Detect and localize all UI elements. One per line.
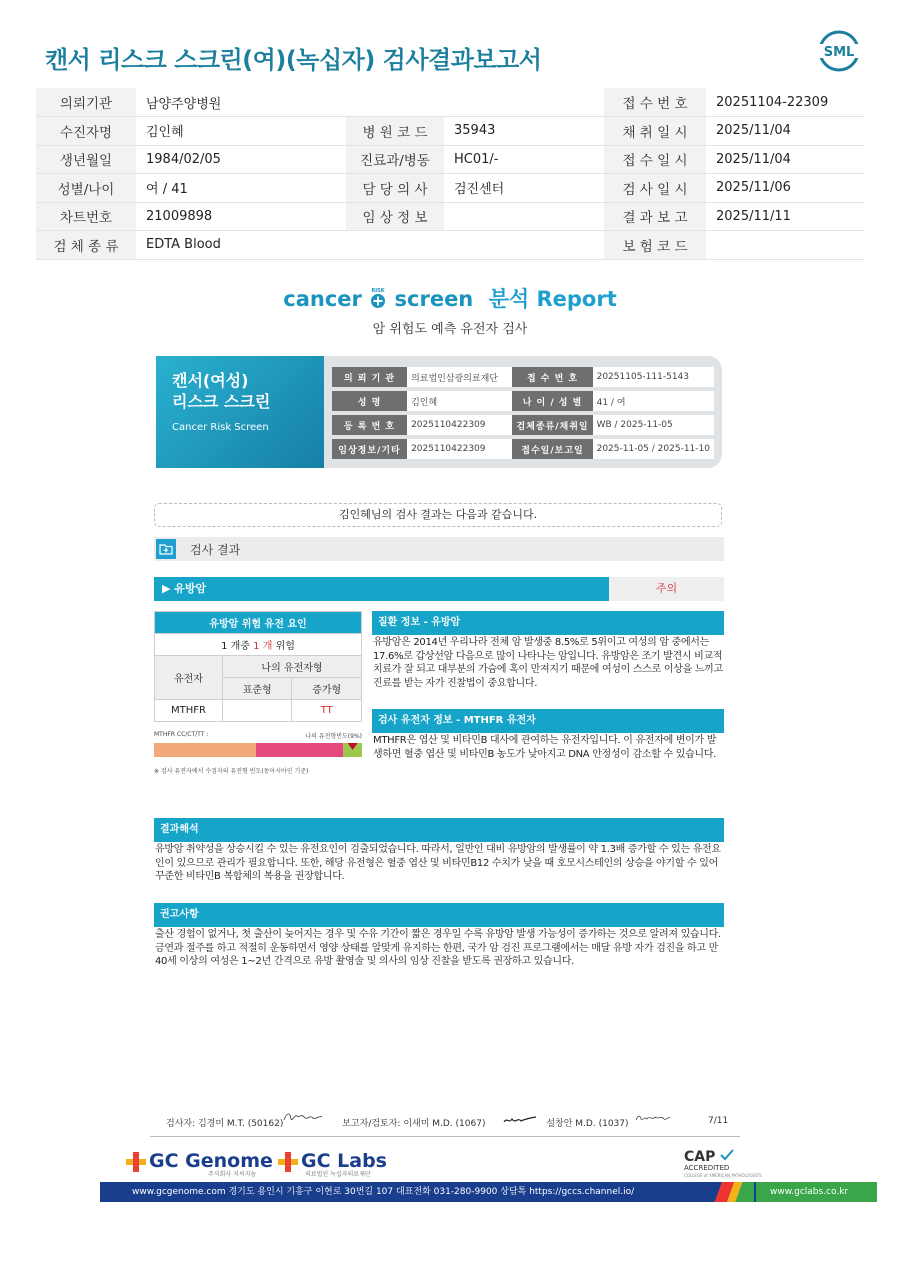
card-value: 2025110422309 [407, 415, 512, 435]
info-label: 차트번호 [36, 202, 136, 231]
card-label: 의 뢰 기 관 [332, 367, 407, 387]
freq-segment-ct [256, 743, 343, 757]
interpretation-text: 유방암 취약성을 상승시킬 수 있는 유전요인이 검출되었습니다. 따라서, 일반인 대비 유방암의 발생률이 약 1.3배 증가할 수 있는 유전요인이 있으므로 관리가 필요합니다. 또한, 해당 유전형은 혈중 엽산 및 비타민B12 수치가 낮을 때 호모시스테인의 상승을 야기할 수 있어 꾸준한 비타민B 복합체의 복용을 권장합니다. [155, 844, 721, 882]
brand-suffix: 분석 Report [488, 287, 617, 311]
info-label: 진료과/병동 [346, 145, 444, 174]
info-value: 2025/11/04 [706, 117, 864, 146]
info-value: 1984/02/05 [136, 145, 346, 174]
info-label [346, 231, 444, 260]
gc-cross-icon [278, 1152, 298, 1172]
examiner: 검사자: 김경미 M.T. (50162) [166, 1119, 284, 1129]
info-value: 여 / 41 [136, 174, 346, 203]
info-label: 병 원 코 드 [346, 117, 444, 146]
footer-bar [100, 1182, 849, 1202]
info-label: 성별/나이 [36, 174, 136, 203]
freq-segment-cc [154, 743, 256, 757]
examiner-signature [283, 1110, 323, 1124]
status-badge: 주의 [609, 577, 724, 601]
card-label: 접 수 번 호 [512, 367, 592, 387]
brand-risk: RISK [371, 288, 385, 294]
patient-info-table [36, 88, 864, 260]
info-label: 담 당 의 사 [346, 174, 444, 203]
sml-logo [818, 30, 860, 72]
genotype-frequency-bar [154, 743, 362, 757]
info-value [444, 202, 604, 231]
brand-screen: screen [394, 287, 474, 311]
greeting-text: 김인혜님의 검사 결과는 다음과 같습니다. [154, 503, 722, 527]
card-label: 검체종류/채취일 [512, 415, 592, 435]
info-label [346, 88, 444, 117]
risk-count-value: 1 개 [253, 641, 273, 652]
info-value: 20251104-22309 [706, 88, 864, 117]
info-value: HC01/- [444, 145, 604, 174]
card-label: 임상정보/기타 [332, 439, 407, 459]
card-value: 2025110422309 [407, 439, 512, 459]
interpretation-header: 결과해석 [154, 818, 724, 842]
footer-stripe [712, 1182, 754, 1202]
info-row [36, 117, 864, 146]
card-title-panel [156, 356, 324, 468]
col-genotype: 나의 유전자형 [223, 656, 362, 678]
freq-label-left: MTHFR CC/CT/TT : [154, 731, 209, 738]
page-title: 캔서 리스크 스크린(여)(녹십자) 검사결과보고서 [45, 46, 542, 74]
gc-cross-icon [126, 1152, 146, 1172]
card-title-en: Cancer Risk Screen [172, 422, 269, 433]
signers-line [166, 1116, 637, 1129]
freq-labels [154, 731, 362, 738]
card-value: WB / 2025-11-05 [593, 415, 714, 435]
disease-info-text: 유방암은 2014년 우리나라 전체 암 발생중 8.5%로 5위이고 여성의 암 중에서는 17.6%로 갑상선암 다음으로 많이 나타나는 암입니다. 유방암은 조기 발견시 비교적 치료가 잘 되고 대부분의 가슴에 혹이 만져지기 때문에 여성이 스스로 이상을 느끼고 진료를 받는 자가 진찰법이 중요합니다. [373, 637, 723, 689]
cancer-risk-screen-logo [0, 283, 900, 313]
col-normal: 표준형 [223, 678, 292, 700]
card-value: 41 / 여 [593, 391, 714, 411]
gene-info-text: MTHFR은 엽산 및 비타민B 대사에 관여하는 유전자입니다. 이 유전자에 변이가 발생하면 혈중 엽산 및 비타민B 농도가 낮아지고 DNA 안정성이 감소할 수 있습니다. [373, 735, 717, 760]
gene-name: MTHFR [155, 700, 223, 722]
freq-note: ※ 검사 유전자에서 수검자의 유전형 빈도(동아시아인 기준) [154, 768, 309, 775]
footer-divider [150, 1136, 740, 1137]
sml-logo-text: SML [823, 45, 855, 60]
card-row [332, 367, 714, 387]
reporter-signature [503, 1115, 537, 1125]
info-label: 검 체 종 류 [36, 231, 136, 260]
gene-risk-table [154, 611, 362, 722]
info-value: 2025/11/11 [706, 202, 864, 231]
page-number: 7/11 [708, 1116, 729, 1126]
report-subtitle: 암 위험도 예측 유전자 검사 [372, 322, 528, 337]
folder-plus-icon [156, 539, 176, 559]
card-row [332, 415, 714, 435]
result-title: 검사 결과 [190, 543, 241, 557]
info-label: 의뢰기관 [36, 88, 136, 117]
card-info-grid [332, 363, 714, 463]
card-value: 20251105-111-5143 [593, 367, 714, 387]
info-label: 결 과 보 고 [604, 202, 706, 231]
card-label: 등 록 번 호 [332, 415, 407, 435]
card-row [332, 391, 714, 411]
cap-accredited: ACCREDITED [684, 1164, 730, 1172]
risk-plus-icon [369, 287, 387, 309]
col-increased: 증가형 [292, 678, 362, 700]
info-value: EDTA Blood [136, 231, 346, 260]
card-label: 성 명 [332, 391, 407, 411]
gc-labs-name: GC Labs [301, 1150, 387, 1172]
col-gene: 유전자 [155, 656, 223, 700]
info-label: 생년월일 [36, 145, 136, 174]
info-label: 임 상 정 보 [346, 202, 444, 231]
info-row [36, 202, 864, 231]
gc-genome-sub: 주식회사 지씨지놈 [208, 1171, 257, 1178]
info-value [444, 231, 604, 260]
genotype-normal [223, 700, 292, 722]
footer-address: www.gcgenome.com 경기도 용인시 기흥구 이현로 30번길 107 대표전화 031-280-9900 상담톡 https://gccs.channel.io/ [132, 1187, 635, 1197]
info-label: 검 사 일 시 [604, 174, 706, 203]
checkmark-icon [720, 1149, 734, 1161]
cap-logo [684, 1149, 734, 1165]
test-info-card [156, 356, 722, 468]
info-value [706, 231, 864, 260]
brand-cancer: cancer [283, 287, 362, 311]
card-value: 의료법인삼광의료재단 [407, 367, 512, 387]
recommendation-text: 출산 경험이 없거나, 첫 출산이 늦어지는 경우 및 수유 기간이 짧은 경우일 수록 유방암 발생 가능성이 증가하는 것으로 알려져 있습니다. 금연과 절주를 하고 적절히 운동하면서 영양 상태를 알맞게 유지하는 한편, 국가 암 검진 프로그램에서는 매달 유방 자가 검진을 하고 만 40세 이상의 여성은 1~2년 간격으로 유방 촬영술 및 의사의 임상 진찰을 받도록 권장하고 있습니다. [155, 929, 721, 967]
info-row [36, 231, 864, 260]
cap-text: CAP [684, 1149, 716, 1165]
footer-site [756, 1182, 877, 1202]
info-value: 검진센터 [444, 174, 604, 203]
info-value: 남양주양병원 [136, 88, 346, 117]
info-row [36, 88, 864, 117]
risk-count-prefix: 1 개중 [221, 641, 250, 652]
info-label: 채 취 일 시 [604, 117, 706, 146]
card-label: 접수일/보고일 [512, 439, 592, 459]
info-label: 보 험 코 드 [604, 231, 706, 260]
info-row [36, 145, 864, 174]
info-value: 21009898 [136, 202, 346, 231]
disease-info-header: 질환 정보 - 유방암 [372, 611, 724, 635]
info-row [36, 174, 864, 203]
gene-info-header: 검사 유전자 정보 - MTHFR 유전자 [372, 709, 724, 733]
card-title-1: 캔서(여성) [172, 371, 249, 390]
info-value: 35943 [444, 117, 604, 146]
info-value: 2025/11/06 [706, 174, 864, 203]
gc-labs-sub: 의료법인 녹십자의료재단 [305, 1171, 371, 1178]
info-label: 접 수 번 호 [604, 88, 706, 117]
info-value: 김인혜 [136, 117, 346, 146]
recommendation-header: 권고사항 [154, 903, 724, 927]
genotype-increased: TT [292, 700, 362, 722]
info-label: 접 수 일 시 [604, 145, 706, 174]
gene-table-title: 유방암 위험 유전 요인 [155, 612, 362, 634]
risk-count [155, 634, 362, 656]
risk-count-suffix: 위험 [275, 641, 295, 652]
footer-site-link[interactable]: www.gclabs.co.kr [770, 1187, 849, 1197]
card-value: 김인혜 [407, 391, 512, 411]
reviewer: 설창안 M.D. (1037) [546, 1119, 629, 1129]
card-title-2: 리스크 스크린 [172, 392, 271, 411]
cap-mini: COLLEGE of AMERICAN PATHOLOGISTS [684, 1173, 762, 1178]
info-value: 2025/11/04 [706, 145, 864, 174]
gc-genome-name: GC Genome [149, 1150, 273, 1172]
card-value: 2025-11-05 / 2025-11-10 [593, 439, 714, 459]
card-row [332, 439, 714, 459]
info-label: 수진자명 [36, 117, 136, 146]
reviewer-signature [635, 1112, 671, 1124]
info-value [444, 88, 604, 117]
card-label: 나 이 / 성 별 [512, 391, 592, 411]
reporter: 보고자/검토자: 이새미 M.D. (1067) [342, 1119, 486, 1129]
cancer-type-bar: ▶ 유방암 [154, 577, 609, 601]
freq-label-right: 나의 유전형빈도(9%) [305, 733, 362, 740]
